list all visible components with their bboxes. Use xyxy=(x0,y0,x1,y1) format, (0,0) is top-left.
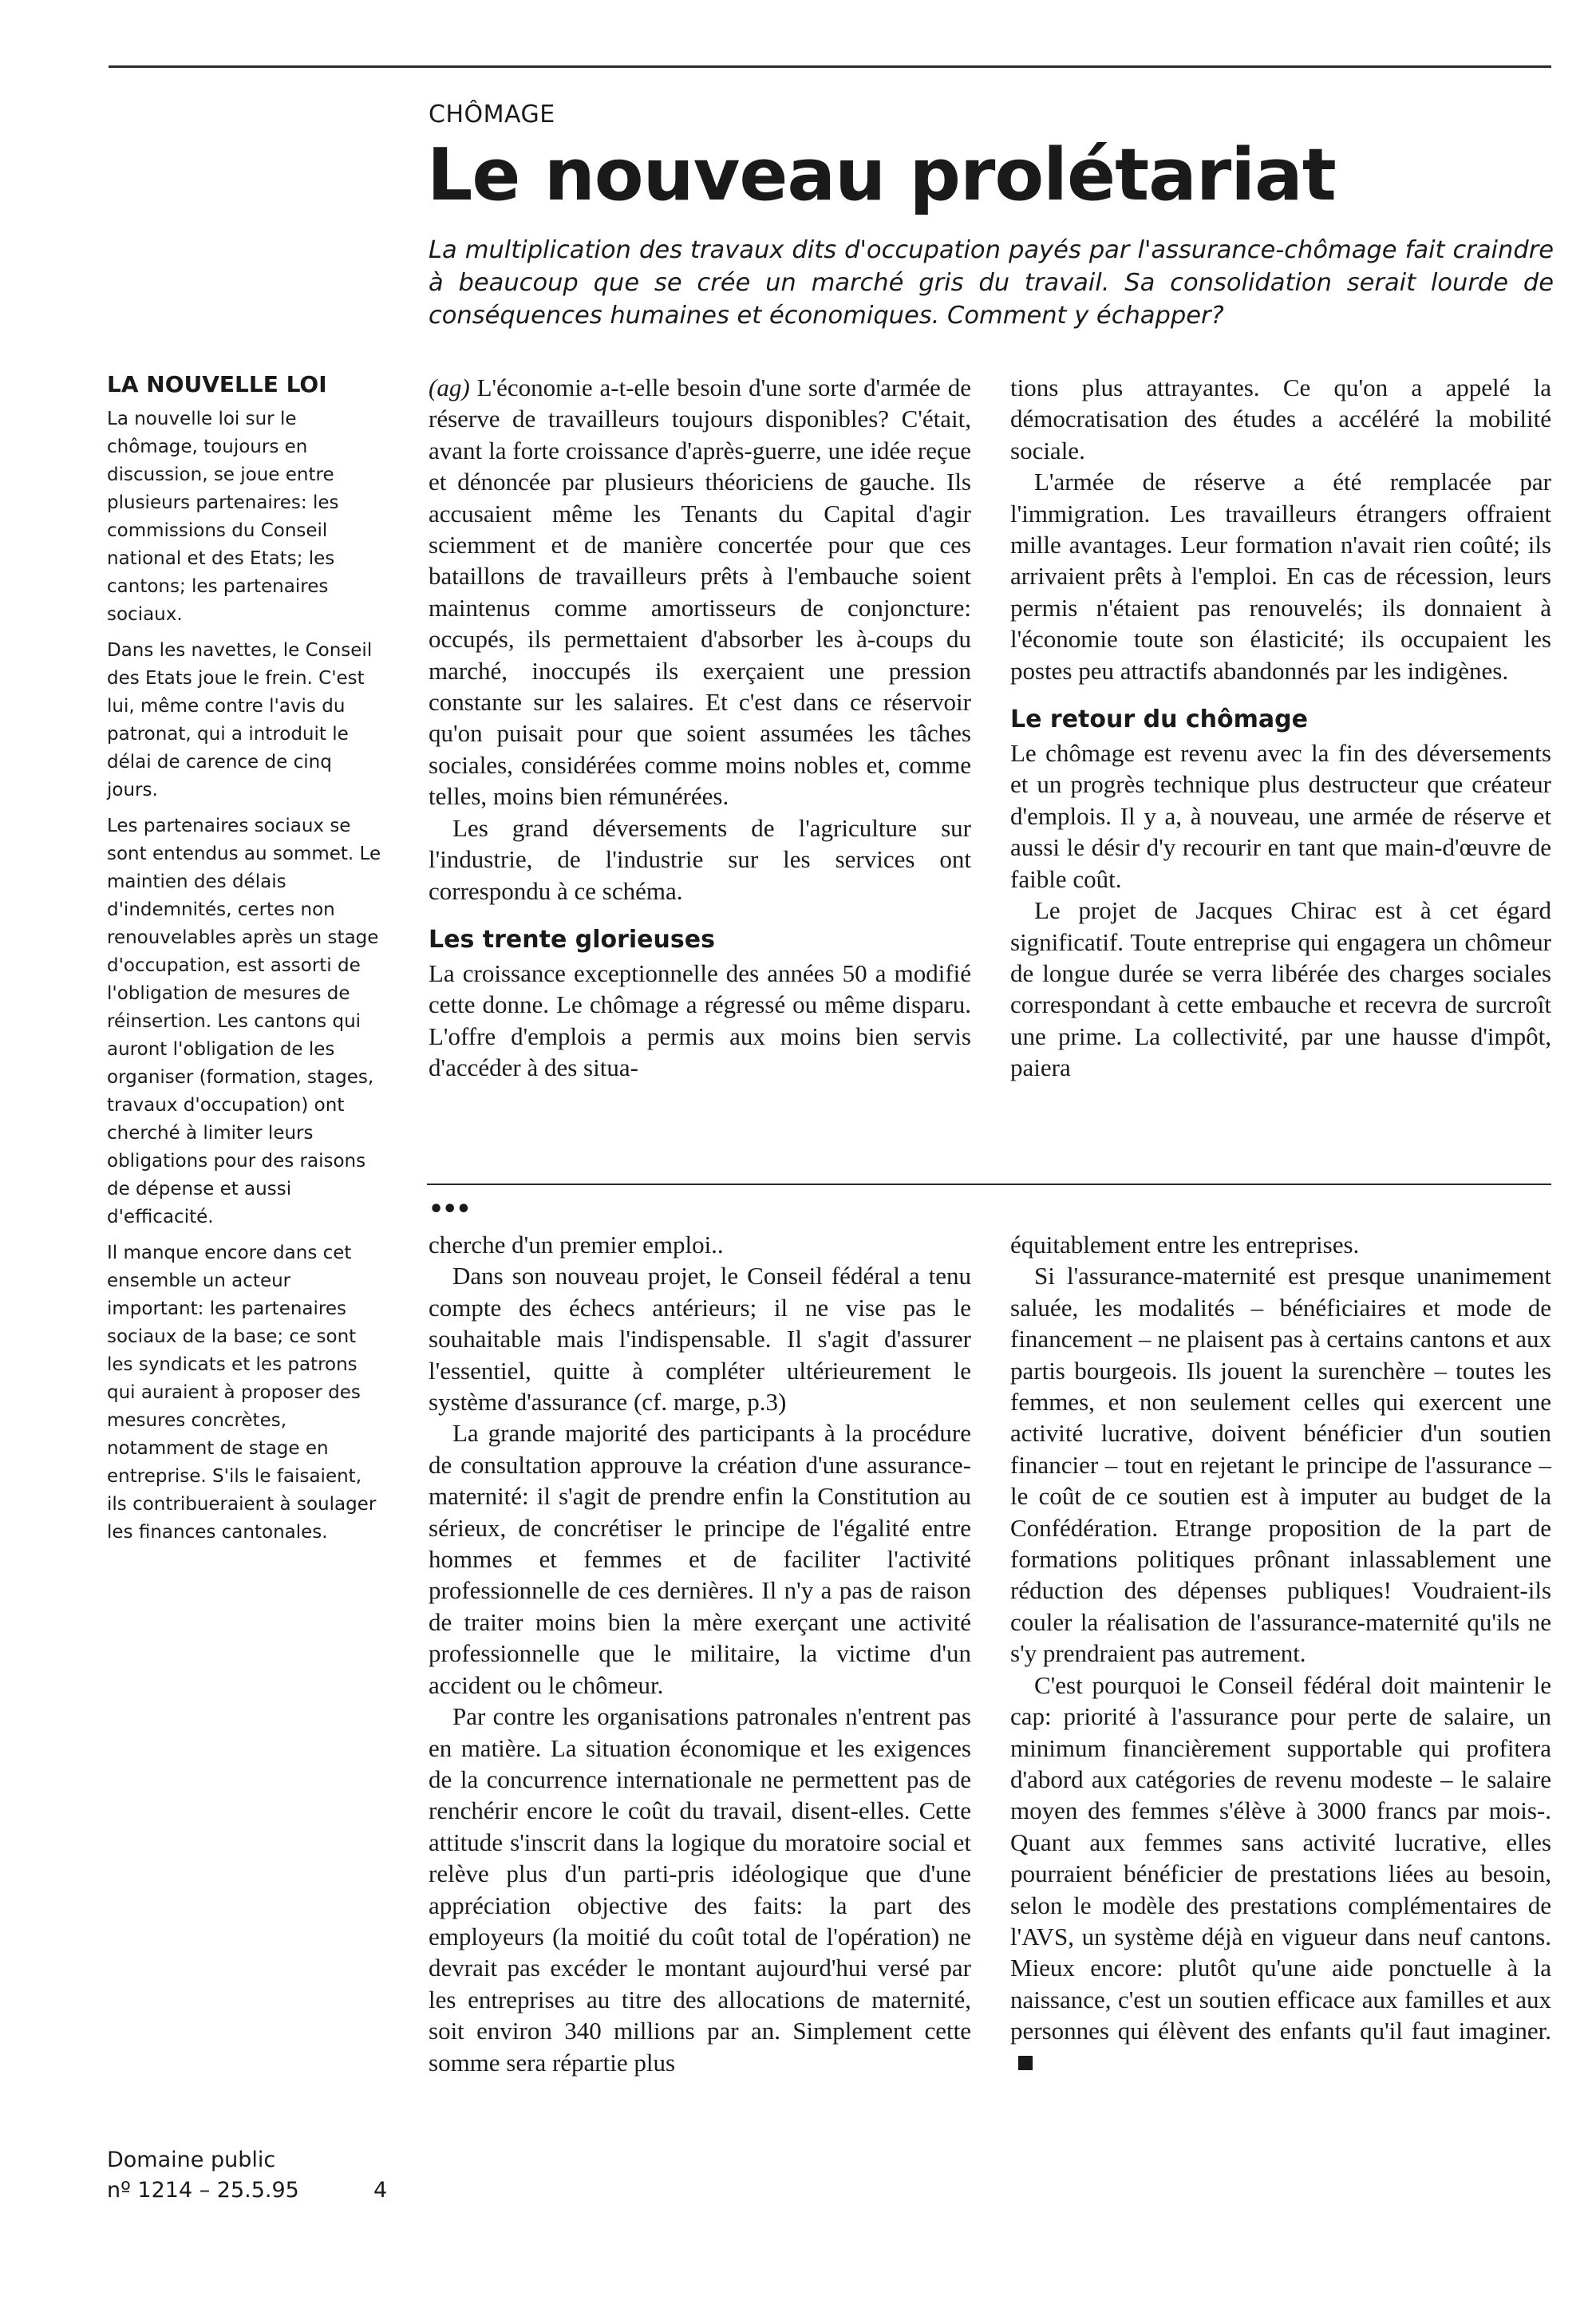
column-paragraph: cherche d'un premier emploi.. xyxy=(429,1231,724,1259)
subheading: Les trente glorieuses xyxy=(429,925,715,954)
paragraph-text: C'est pourquoi le Conseil fédéral doit maintenir le cap: priorité à l'assurance pour perte de salaire, un minimum financièrement supportable qui profitera d'abord aux catégories de revenu modeste – le salaire moyen des femmes s'élève à 3000 francs par mois-. Quant aux femmes sans activité lucrative, elles pourraient bénéficier de prestations liées au besoin, selon le modèle des prestations complémentaires de l'AVS, un système déjà en vigueur dans neuf cantons. Mieux encore: plutôt qu'une aide ponctuelle à la naissance, c'est un soutien efficace aux familles et aux personnes qui élèvent des enfants qu'il faut imaginer. xyxy=(1010,1670,1551,2045)
column-paragraph: Le chômage est revenu avec la fin des déversements et un progrès technique plus destructeur que créateur d'emplois. Il y a, à nouveau, une armée de réserve et aussi le désir d'y recourir en tant que main-d'œuvre de faible coût. xyxy=(1010,739,1551,893)
sidebar-paragraph: Les partenaires sociaux se sont entendus au sommet. Le maintien des délais d'indemnités, certes non renouvelables après un stage d'occupation, est assorti de l'obligation de mesures de réinsertion. Les cantons qui auront l'obligation de les organiser (formation, stages, travaux d'occupation) ont cherché à limiter leurs obligations pour des raisons de dépense et aussi d'efficacité. xyxy=(107,816,381,1227)
column-paragraph: Le projet de Jacques Chirac est à cet égard significatif. Toute entreprise qui engagera un chômeur de longue durée se verra libérée des charges sociales correspondant à cette embauche et recevra de surcroît une prime. La collectivité, par une hausse d'impôt, paiera xyxy=(1010,896,1551,1082)
paragraph-text: L'économie a-t-elle besoin d'une sorte d'armée de réserve de travailleurs toujours disponibles? C'était, avant la forte croissance d'après-guerre, une idée reçue et dénoncée par plusieurs théoriciens de gauche. Ils accusaient même les Tenants du Capital d'agir sciemment et de manière concertée pour que ces bataillons de travailleurs prêts à l'embauche soient maintenus comme amortisseurs de conjoncture: occupés, ils permettaient d'absorber les à-coups du marché, inoccupés ils exerçaient une pression constante sur les salaires. Et c'est dans ce réservoir qu'on puisait pour que soient assumées les tâches sociales, considérées comme moins nobles et, comme telles, moins bien rémunérées. xyxy=(429,373,971,811)
sidebar-box xyxy=(107,369,386,1555)
column-paragraph: Les grand déversements de l'agriculture sur l'industrie, de l'industrie sur les services ont correspondu à ce schéma. xyxy=(429,813,971,905)
top-rule xyxy=(109,65,1551,68)
byline: (ag) xyxy=(429,373,470,401)
article-lead: La multiplication des travaux dits d'occupation payés par l'assurance-chômage fait craindre à beaucoup que se crée un marché gris du travail. Sa consolidation serait lourde de conséquences humaines et économiques. Comment y échapper? xyxy=(429,236,1554,330)
column-paragraph: tions plus attrayantes. Ce qu'on a appelé la démocratisation des études a accéléré la mobilité sociale. xyxy=(1010,373,1551,464)
section-divider xyxy=(427,1184,1551,1185)
column-paragraph: La croissance exceptionnelle des années 50 a modifié cette donne. Le chômage a régressé ou même disparu. L'offre d'emplois a permis aux moins bien servis d'accéder à des situa- xyxy=(429,958,971,1082)
continuation-marker: ••• xyxy=(429,1195,470,1223)
end-of-article-icon xyxy=(1018,2056,1033,2070)
article-headline: Le nouveau prolétariat xyxy=(427,133,1336,217)
column-paragraph xyxy=(429,372,971,812)
column-paragraph: Si l'assurance-maternité est presque unanimement saluée, les modalités – bénéficiaires et mode de financement – ne plaisent pas à certains cantons et aux partis bourgeois. Ils jouent la surenchère – toutes les femmes, et non seulement celles qui exercent une activité lucrative, doivent bénéficier d'un soutien financier – tout en rejetant le principe de l'assurance – le coût de ce soutien est à imputer au budget de la Confédération. Etrange proposition de la part de formations politiques prônant inlassablement une réduction des dépenses publiques! Voudraient-ils couler la réalisation de l'assurance-maternité qu'ils ne s'y prendraient pas autrement. xyxy=(1010,1262,1551,1668)
column-paragraph: La grande majorité des participants à la procédure de consultation approuve la création d'une assurance-maternité: il s'agit de prendre enfin la Constitution au sérieux, de concrétiser le principe de l'égalité entre hommes et femmes et de faciliter l'activité professionnelle de ces dernières. Il n'y a pas de raison de traiter moins bien la mère exerçant une activité professionnelle que le militaire, la victime d'un accident ou le chômeur. xyxy=(429,1419,971,1699)
column-paragraph: Dans son nouveau projet, le Conseil fédéral a tenu compte des échecs antérieurs; il ne vise pas le souhaitable mais l'indispensable. Il s'agit d'assurer l'essentiel, quitte à compléter ultérieurement le système d'assurance (cf. marge, p.3) xyxy=(429,1262,971,1417)
article-column-3 xyxy=(429,1229,971,2078)
article-column-4 xyxy=(1010,1229,1551,2078)
column-paragraph: équitablement entre les entreprises. xyxy=(1010,1231,1360,1259)
section-kicker: CHÔMAGE xyxy=(429,101,555,128)
issue-info: nº 1214 – 25.5.95 xyxy=(107,2178,299,2203)
article-column-1 xyxy=(429,372,971,1084)
article-column-2 xyxy=(1010,372,1551,1084)
sidebar-title: LA NOUVELLE LOI xyxy=(107,371,327,397)
subheading: Le retour du chômage xyxy=(1010,705,1308,734)
sidebar-paragraph: La nouvelle loi sur le chômage, toujours en discussion, se joue entre plusieurs partenaires: les commissions du Conseil national et des Etats; les cantons; les partenaires sociaux. xyxy=(107,409,339,625)
column-paragraph: Par contre les organisations patronales n'entrent pas en matière. La situation économique et les exigences de la concurrence internationale ne permettent pas de renchérir encore le coût du travail, disent-elles. Cette attitude s'inscrit dans la logique du moratoire social et relève plus d'un parti-pris idéologique que d'une appréciation objective des faits: la part des employeurs (la moitié du coût total de l'opération) ne devrait pas excéder le montant aujourd'hui versé par les entreprises au titre des allocations de maternité, soit environ 340 millions par an. Simplement cette somme sera répartie plus xyxy=(429,1702,971,2077)
publication-name: Domaine public xyxy=(107,2148,276,2172)
sidebar-paragraph: Il manque encore dans cet ensemble un acteur important: les partenaires sociaux de la base; ce sont les syndicats et les patrons qui auraient à proposer des mesures concrètes, notamment de stage en entreprise. S'ils le faisaient, ils contribueraient à soulager les finances cantonales. xyxy=(107,1243,377,1543)
column-paragraph xyxy=(1010,1670,1551,2078)
publication-footer xyxy=(107,2145,394,2206)
column-paragraph: L'armée de réserve a été remplacée par l'immigration. Les travailleurs étrangers offraient mille avantages. Leur formation n'avait rien coûté; ils arrivaient prêts à l'emploi. En cas de récession, leurs permis n'étaient pas renouvelés; ils donnaient à l'économie toute son élasticité; ils occupaient les postes peu attractifs abandonnés par les indigènes. xyxy=(1010,468,1551,685)
page-number: 4 xyxy=(373,2178,388,2203)
sidebar-paragraph: Dans les navettes, le Conseil des Etats joue le frein. C'est lui, même contre l'avis du patronat, qui a introduit le délai de carence de cinq jours. xyxy=(107,640,373,800)
